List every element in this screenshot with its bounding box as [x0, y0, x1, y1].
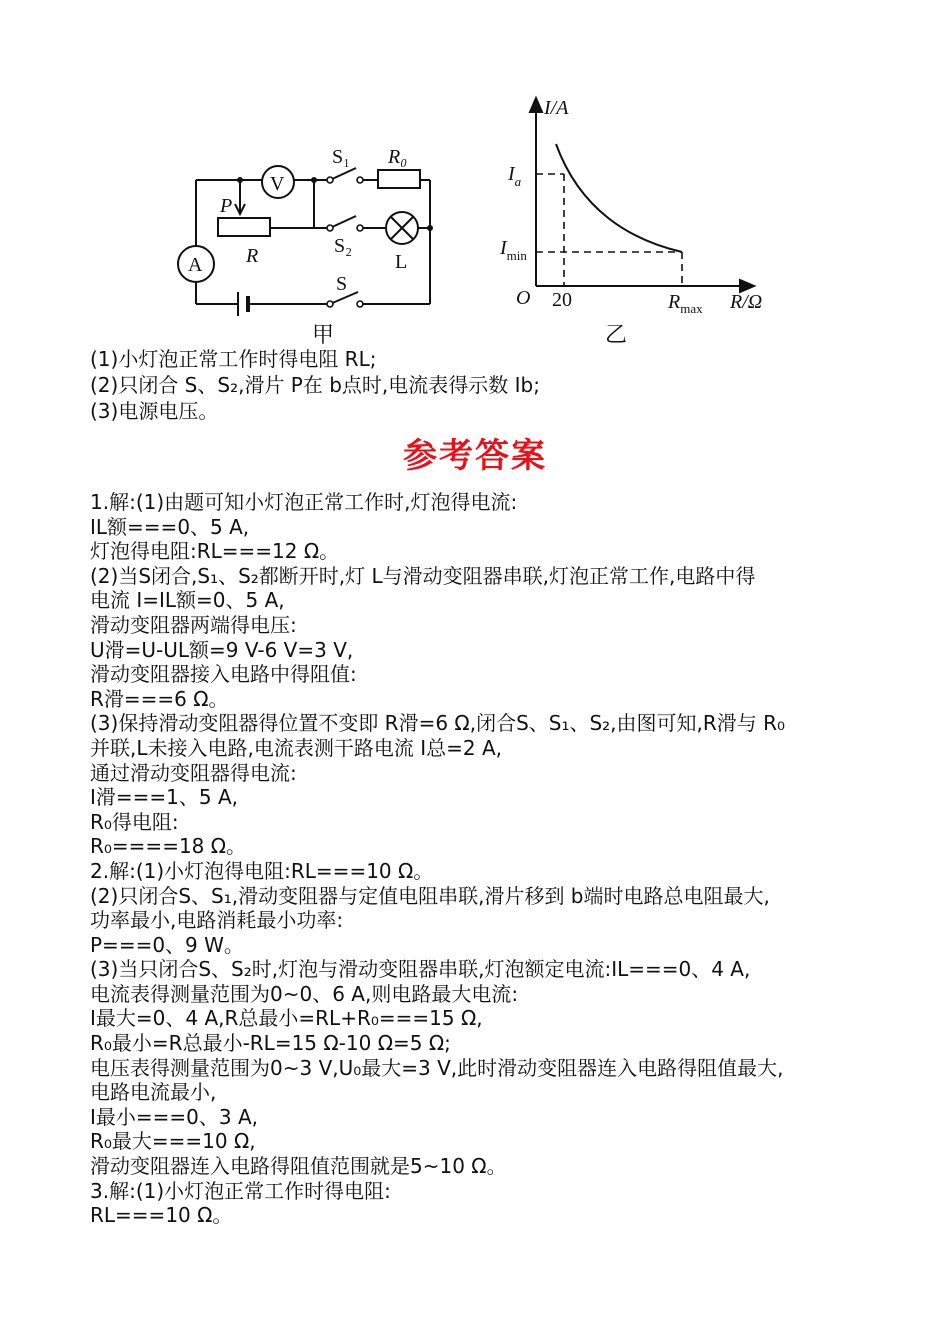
label-r0: R₀ [388, 146, 408, 168]
label-s2: S₂ [334, 235, 353, 257]
answer-line: 电流表得测量范围为0~0、6 A,则电路最大电流: [90, 981, 519, 1006]
answer-line: I滑===1、5 A, [90, 785, 239, 810]
answer-line: IL额===0、5 A, [90, 514, 250, 539]
label-ammeter: A [188, 254, 203, 276]
answer-line: 滑动变阻器连入电路得阻值范围就是5~10 Ω。 [90, 1154, 507, 1179]
answer-line: U滑=U-UL额=9 V-6 V=3 V, [90, 637, 354, 662]
answer-title: 参考答案 [403, 436, 547, 476]
y-tick-ia: $I_a$ [508, 163, 522, 189]
answer-line: (2)只闭合S、S₁,滑动变阻器与定值电阻串联,滑片移到 b端时电路总电阻最大, [90, 883, 770, 908]
answer-line: 滑动变阻器接入电路中得阻值: [90, 662, 357, 687]
answer-line: R滑===6 Ω。 [90, 686, 229, 711]
answer-line: 3.解:(1)小灯泡正常工作时得电阻: [90, 1178, 391, 1203]
label-slider-p: P [220, 195, 233, 217]
label-rheostat-r: R [246, 245, 259, 267]
answer-line: 通过滑动变阻器得电流: [90, 760, 297, 785]
y-tick-imin: $I_{min}$ [500, 237, 527, 263]
y-axis-label: I/A [544, 97, 569, 119]
x-tick-20: 20 [552, 289, 572, 311]
origin-label: O [516, 287, 531, 309]
answer-line: 电压表得测量范围为0~3 V,U₀最大=3 V,此时滑动变阻器连入电路得阻值最大, [90, 1055, 784, 1080]
circuit-diagram [178, 166, 430, 316]
answer-line: 滑动变阻器两端得电压: [90, 612, 297, 637]
question-2: (2)只闭合 S、S₂,滑片 P在 b点时,电流表得示数 Ib; [90, 373, 540, 397]
answer-body [90, 490, 880, 1228]
answer-line: 功率最小,电路消耗最小功率: [90, 908, 344, 933]
answer-line: R₀====18 Ω。 [90, 834, 247, 859]
answer-line: R₀最大===10 Ω, [90, 1129, 256, 1154]
figures-svg [0, 0, 950, 345]
question-1: (1)小灯泡正常工作时得电阻 RL; [90, 347, 377, 371]
answer-line: I最小===0、3 A, [90, 1104, 259, 1129]
answer-line: RL===10 Ω。 [90, 1203, 233, 1228]
graph-guides [536, 174, 682, 286]
answer-line: 1.解:(1)由题可知小灯泡正常工作时,灯泡得电流: [90, 490, 518, 514]
caption-yi: 乙 [605, 323, 628, 348]
label-s1: S₁ [332, 146, 351, 168]
answer-line: P===0、9 W。 [90, 932, 244, 957]
figures [0, 0, 950, 345]
answer-line: (3)保持滑动变阻器得位置不变即 R滑=6 Ω,闭合S、S₁、S₂,由图可知,R滑与 R₀ [90, 711, 786, 736]
answer-line: (3)当只闭合S、S₂时,灯泡与滑动变阻器串联,灯泡额定电流:IL===0、4 A, [90, 957, 751, 982]
answer-line: 并联,L未接入电路,电流表测干路电流 I总=2 A, [90, 735, 502, 760]
x-axis-label: R/Ω [730, 291, 763, 313]
label-lamp-l: L [395, 251, 408, 273]
circuit-solid-nodes [237, 177, 433, 231]
answer-line: R₀最小=R总最小-RL=15 Ω-10 Ω=5 Ω; [90, 1031, 451, 1056]
answer-line: 电路电流最小, [90, 1080, 217, 1105]
question-3: (3)电源电压。 [90, 399, 219, 423]
answer-line: (2)当S闭合,S₁、S₂都断开时,灯 L与滑动变阻器串联,灯泡正常工作,电路中得 [90, 563, 756, 588]
caption-jia: 甲 [312, 323, 335, 348]
x-tick-rmax: $R_{max}$ [668, 291, 703, 316]
answer-line: 电流 I=IL额=0、5 A, [90, 588, 285, 613]
answer-line: I最大=0、4 A,R总最小=RL+R₀===15 Ω, [90, 1006, 483, 1031]
answer-line: 灯泡得电阻:RL===12 Ω。 [90, 539, 340, 564]
answer-line: R₀得电阻: [90, 809, 179, 834]
label-voltmeter: V [270, 173, 285, 195]
answer-line: 2.解:(1)小灯泡得电阻:RL===10 Ω。 [90, 858, 434, 883]
label-switch-s: S [336, 273, 348, 295]
